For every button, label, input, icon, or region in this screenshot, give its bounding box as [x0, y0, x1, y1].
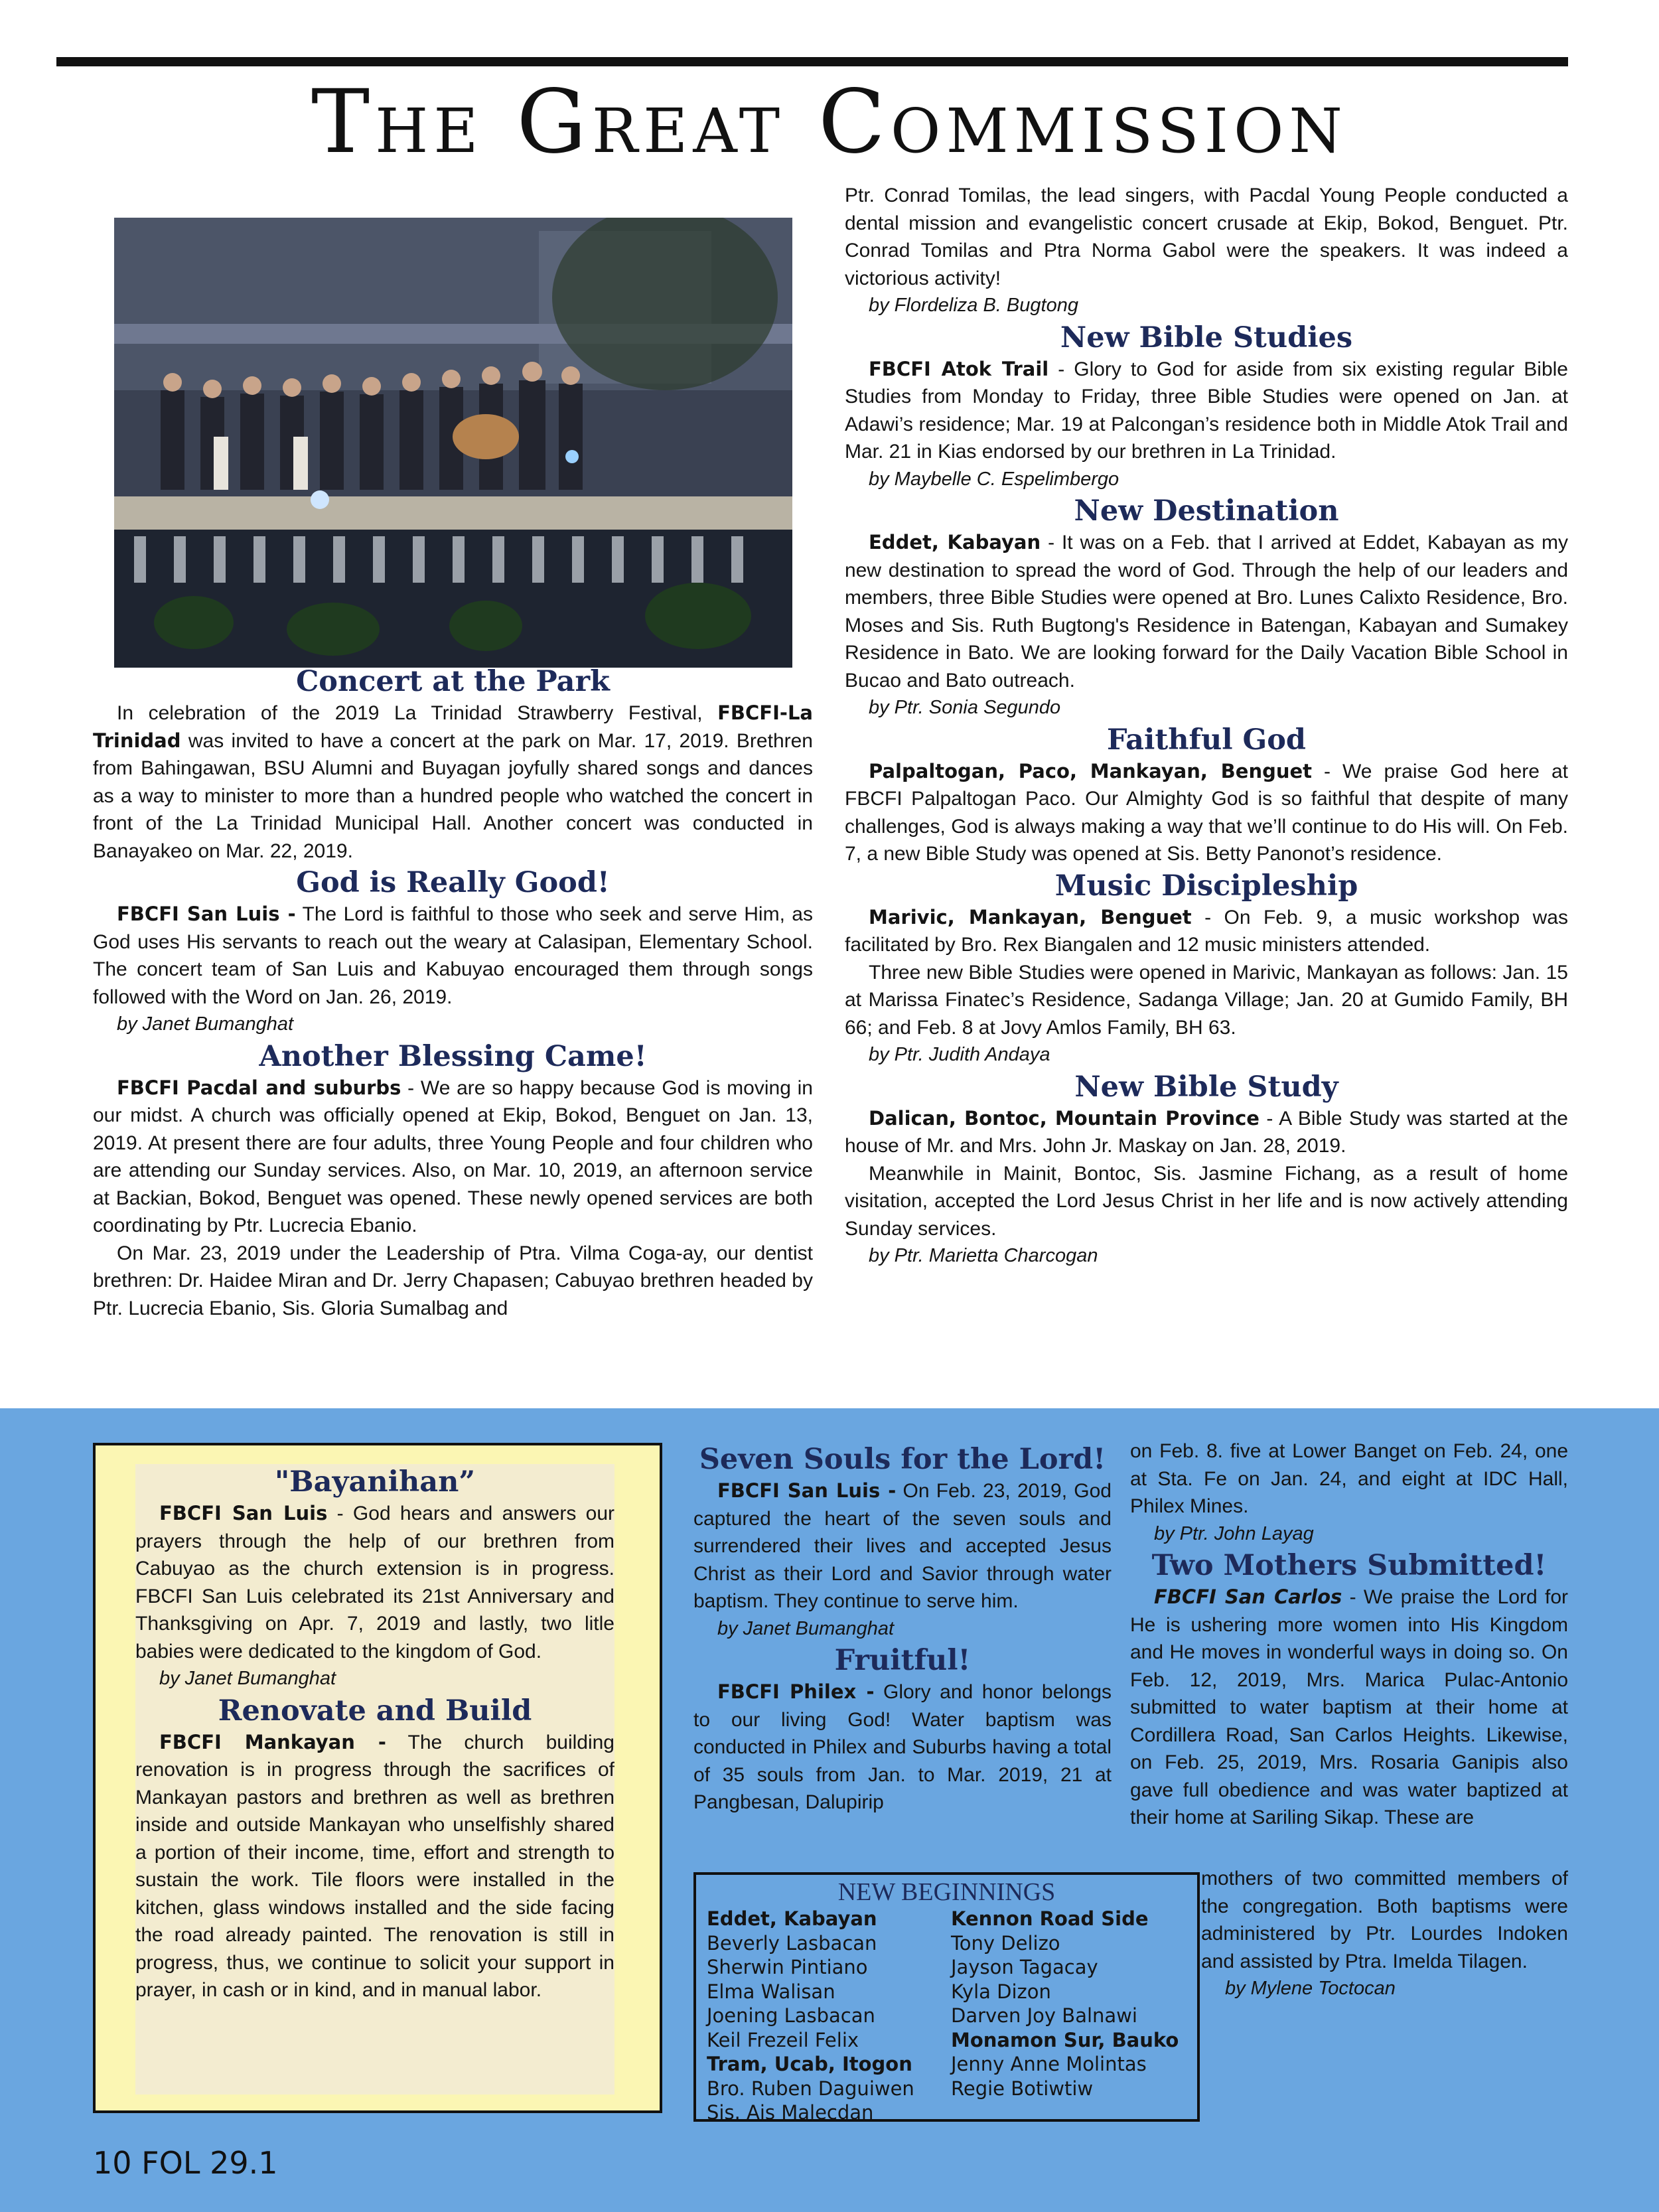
article-body-new-study: Dalican, Bontoc, Mountain Province - A Bible Study was started at the house of Mr. and Mrs. John Jr. Maskay on Jan. 28, 2019.	[845, 1106, 1568, 1157]
article-body-destination: Eddet, Kabayan - It was on a Feb. that I arrived at Eddet, Kabayan as my new destination to spread the word of God. Through the help of our leaders and members, three Bible Studies were opened at Bro. Lunes Calixto Residence, Bro. Moses and Sis. Ruth Bugtong's Residence in Batengan, Kabayan and Sumakey Residence in Bato. We are looking forward for the Daily Vacation Bible School in Bucao and Bato outreach.	[845, 531, 1568, 692]
article-body-new-study-2: Meanwhile in Mainit, Bontoc, Sis. Jasmine Fichang, as a result of home visitation, accepted the Lord Jesus Christ in her life and is now actively attending Sunday services.	[845, 1162, 1568, 1240]
byline: by Janet Bumanghat	[117, 1013, 294, 1035]
article-body-renovate: FBCFI Mankayan - The church building renovation is in progress through the sacrifices of Mankayan pastors and brethren as well as brethren inside and outside Mankayan who unselfishly shared a portion of their income, time, effort and strength to sustain the work. Tile floors were installed in the kitchen, glass windows installed and the side facing the road already painted. The renovation is still in progress, thus, we continue to solicit your support in prayer, in cash or in kind, and in manual labor.	[135, 1730, 614, 2001]
two-mothers-column	[1130, 1438, 1568, 1832]
nb-left-4: Joening Lasbacan	[707, 2004, 875, 2027]
nb-right-4: Darven Joy Balnawi	[951, 2004, 1137, 2027]
article-body-fruitful-cont: on Feb. 8. five at Lower Banget on Feb. 24, one at Sta. Fe on Jan. 24, and eight at IDC Hall, Philex Mines.	[1130, 1440, 1568, 1517]
article-body-seven-souls: FBCFI San Luis - On Feb. 23, 2019, God captured the heart of the seven souls and surrendered their lives and accepted Jesus Christ as their Lord and Savior through water baptism. They continue to serve him.	[693, 1479, 1112, 1612]
nb-left-7: Bro. Ruben Daguiwen	[707, 2077, 914, 2100]
concert-photo	[114, 218, 792, 668]
article-title-renovate: Renovate and Build	[218, 1694, 532, 1728]
nb-right-0: Kennon Road Side	[951, 1907, 1149, 1930]
new-beginnings-left	[707, 1907, 914, 2125]
nb-left-2: Sherwin Pintiano	[707, 1956, 868, 1978]
nb-left-8: Sis. Ais Malecdan	[707, 2101, 874, 2124]
byline: by Flordeliza B. Bugtong	[869, 295, 1078, 316]
article-body-music-2: Three new Bible Studies were opened in Marivic, Mankayan as follows: Jan. 15 at Marissa Finatec’s Residence, Sadanga Village; Jan. 20 at Gumido Family, BH 66; and Feb. 8 at Jovy Amlos Family, BH 63.	[845, 961, 1568, 1039]
top-rule	[56, 57, 1568, 66]
nb-left-0: Eddet, Kabayan	[707, 1907, 877, 1930]
article-body-blessing-3: Ptr. Conrad Tomilas, the lead singers, with Pacdal Young People conducted a dental mission and evangelistic concert crusade at Ekip, Bokod, Benguet. Ptr. Conrad Tomilas and Ptra Norma Gabol were the speakers. It was indeed a victorious activity!	[845, 184, 1568, 289]
byline: by Ptr. Judith Andaya	[869, 1044, 1050, 1065]
column-left	[93, 664, 813, 1322]
article-body-blessing-2: On Mar. 23, 2019 under the Leadership of Ptra. Vilma Coga-ay, our dentist brethren: Dr. Haidee Miran and Dr. Jerry Chapasen; Cabuyao brethren headed by Ptr. Lucrecia Ebanio, Sis. Gloria Sumalbag and	[93, 1242, 813, 1319]
byline: by Janet Bumanghat	[159, 1668, 336, 1689]
article-body-two-mothers: FBCFI San Carlos - We praise the Lord for He is ushering more women into His Kingdom and He moves in wonderful ways in doing so. On Feb. 12, 2019, Mrs. Marica Pulac-Antonio submitted to water baptism at their home at Cordillera Road, San Carlos Heights. Likewise, on Feb. 25, 2019, Mrs. Rosaria Ganipis also gave full obedience and was water baptized at their home at Sariling Sikap. These are	[1130, 1585, 1568, 1828]
article-title-destination: New Destination	[1074, 494, 1339, 528]
byline: by Ptr. Sonia Segundo	[869, 697, 1061, 718]
two-mothers-cont	[1201, 1865, 1568, 2003]
article-body-bayanihan: FBCFI San Luis - God hears and answers our prayers through the help of our brethren from Cabuyao as the church extension is in progress. FBCFI San Luis celebrated its 21st Anniversary and Thanksgiving on Apr. 7, 2019 and lastly, two litle babies were dedicated to the kingdom of God.	[135, 1502, 614, 1662]
byline: by Maybelle C. Espelimbergo	[869, 468, 1119, 490]
article-body-two-mothers-cont: mothers of two committed members of the congregation. Both baptisms were administered by Ptr. Lourdes Indoken and assisted by Ptra. Imelda Tilagen.	[1201, 1868, 1568, 1972]
new-beginnings-right	[951, 1907, 1179, 2101]
concert-photo-art	[114, 218, 792, 668]
nb-right-2: Jayson Tagacay	[951, 1956, 1098, 1978]
byline: by Mylene Toctocan	[1225, 1978, 1396, 1999]
nb-right-5: Monamon Sur, Bauko	[951, 2028, 1179, 2051]
seven-souls-column	[693, 1441, 1112, 1816]
article-title-blessing: Another Blessing Came!	[259, 1039, 647, 1073]
new-beginnings-title: NEW BEGINNINGS	[837, 1878, 1056, 1906]
article-body-god-good: FBCFI San Luis - The Lord is faithful to those who seek and serve Him, as God uses His servants to reach out the weary at Calasipan, Elementary School. The concert team of San Luis and Kabuyao encouraged them through songs followed with the Word on Jan. 26, 2019.	[93, 903, 813, 1008]
bayanihan-column	[135, 1464, 614, 2004]
article-title-faithful: Faithful God	[1106, 723, 1307, 757]
nb-left-3: Elma Walisan	[707, 1980, 835, 2003]
article-title-new-studies: New Bible Studies	[1060, 321, 1353, 354]
article-body-blessing: FBCFI Pacdal and suburbs - We are so happy because God is moving in our midst. A church was officially opened at Ekip, Bokod, Benguet on Jan. 13, 2019. At present there are four adults, three Young People and four children who are attending our Sunday services. Also, on Mar. 10, 2019, an afternoon service at Backian, Bokod, Benguet was opened. These newly opened services are both coordinating by Ptr. Lucrecia Ebanio.	[93, 1076, 813, 1236]
article-title-new-study: New Bible Study	[1074, 1070, 1338, 1104]
article-title-seven-souls: Seven Souls for the Lord!	[699, 1443, 1106, 1476]
article-body-music: Marivic, Mankayan, Benguet - On Feb. 9, a music workshop was facilitated by Bro. Rex Biangalen and 12 music ministers attended.	[845, 905, 1568, 956]
article-body-faithful: Palpaltogan, Paco, Mankayan, Benguet - We praise God here at FBCFI Palpaltogan Paco. Our Almighty God is so faithful that despite of many challenges, God is always making a way that we’ll continue to do His will. On Feb. 7, a new Bible Study was opened at Sis. Betty Panonot’s residence.	[845, 759, 1568, 865]
new-beginnings-box	[693, 1872, 1200, 2122]
nb-left-1: Beverly Lasbacan	[707, 1931, 877, 1954]
nb-left-5: Keil Frezeil Felix	[707, 2028, 859, 2051]
column-right	[845, 182, 1568, 1270]
byline: by Ptr. John Layag	[1154, 1522, 1314, 1544]
article-body-new-studies: FBCFI Atok Trail - Glory to God for aside from six existing regular Bible Studies from Monday to Friday, three Bible Studies were opened on Jan. at Adawi’s residence; Mar. 19 at Palcongan’s residence both in Middle Atok Trail and Mar. 21 in Kias endorsed by our brethren in La Trinidad.	[845, 357, 1568, 463]
article-title-concert: Concert at the Park	[296, 665, 610, 698]
byline: by Janet Bumanghat	[717, 1617, 895, 1639]
article-title-bayanihan: "Bayanihan”	[274, 1465, 476, 1499]
nb-right-7: Regie Botiwtiw	[951, 2077, 1094, 2100]
byline: by Ptr. Marietta Charcogan	[869, 1245, 1098, 1266]
page-title: The Great Commission	[311, 71, 1348, 173]
nb-right-3: Kyla Dizon	[951, 1980, 1051, 2003]
article-body-concert: In celebration of the 2019 La Trinidad Strawberry Festival, FBCFI-La Trinidad was invited to have a concert at the park on Mar. 17, 2019. Brethren from Bahingawan, BSU Alumni and Buyagan joyfully shared songs and dances as a way to minister to more than a hundred people who watched the concert in front of the La Trinidad Municipal Hall. Another concert was conducted in Banayakeo on Mar. 22, 2019.	[93, 701, 813, 862]
nb-right-6: Jenny Anne Molintas	[951, 2053, 1147, 2075]
page-number: 10 FOL 29.1	[93, 2145, 278, 2181]
article-title-god-good: God is Really Good!	[296, 866, 610, 899]
nb-right-1: Tony Delizo	[951, 1931, 1060, 1954]
article-title-music: Music Discipleship	[1054, 869, 1358, 903]
article-body-fruitful: FBCFI Philex - Glory and honor belongs to our living God! Water baptism was conducted in Philex and Suburbs having a total of 35 souls from Jan. to Mar. 2019, 21 at Pangbesan, Dalupirip	[693, 1680, 1112, 1813]
article-title-fruitful: Fruitful!	[834, 1644, 971, 1677]
nb-left-6: Tram, Ucab, Itogon	[707, 2053, 912, 2075]
article-title-two-mothers: Two Mothers Submitted!	[1151, 1549, 1547, 1582]
